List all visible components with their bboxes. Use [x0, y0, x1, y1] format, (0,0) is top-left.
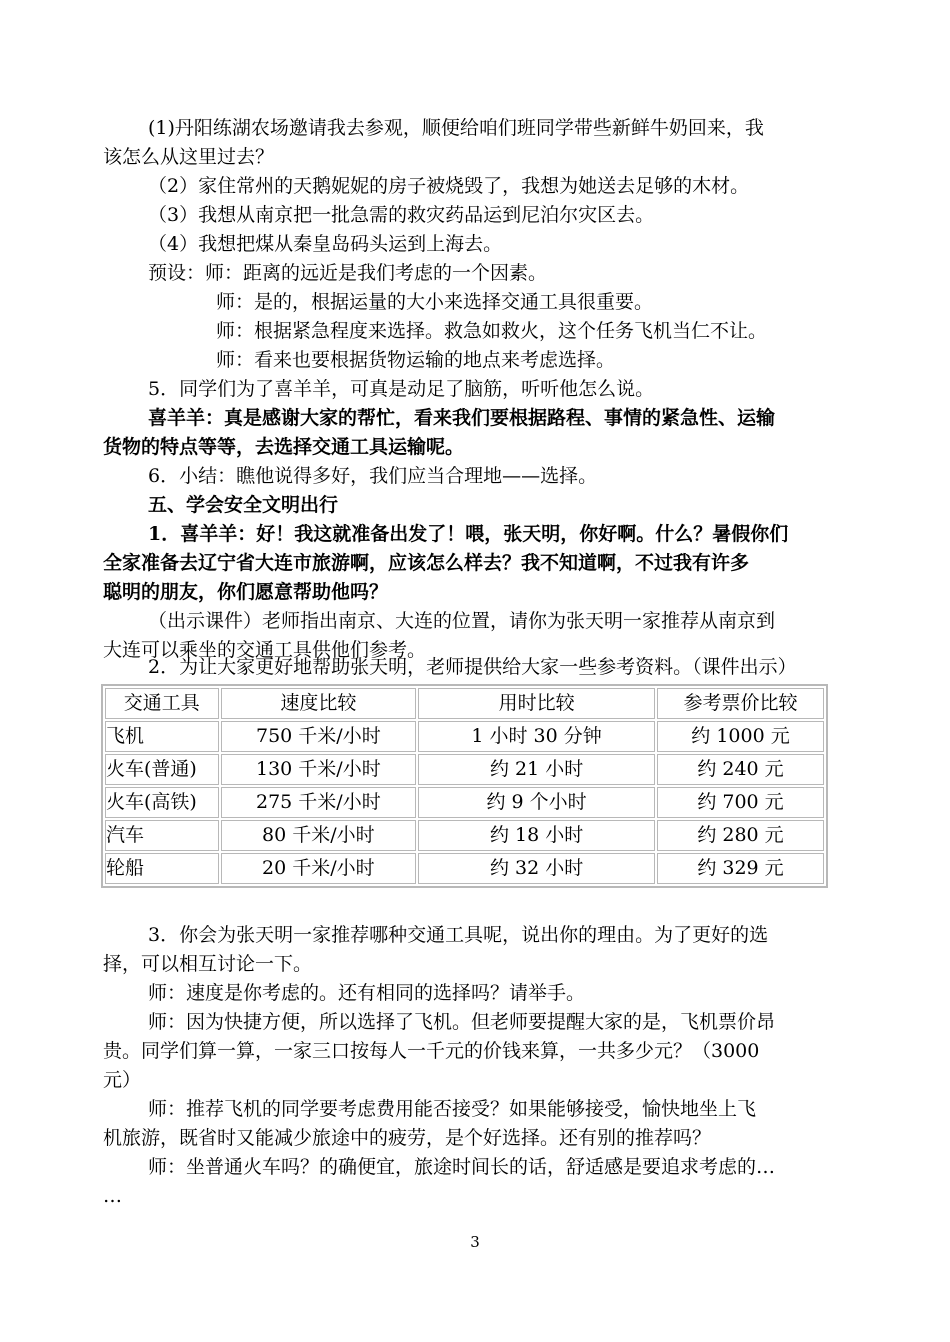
table-row: [105, 787, 824, 818]
table-header-cell: 速度比较: [221, 688, 417, 719]
paragraph-teacher-2: 师：根据紧急程度来选择。救急如救火，这个任务飞机当仁不让。: [216, 320, 768, 342]
table-row: [105, 721, 824, 752]
table-header-row: [105, 688, 824, 719]
paragraph-step3-line1: 3．你会为张天明一家推荐哪种交通工具呢，说出你的理由。为了更好的选: [148, 924, 769, 946]
table-cell-speed: 80 千米/小时: [221, 820, 417, 851]
paragraph-teacher-5-line3: 元）: [103, 1069, 142, 1091]
paragraph-teacher-5-line1: 师：因为快捷方便，所以选择了飞机。但老师要提醒大家的是，飞机票价昂: [148, 1011, 776, 1033]
table-cell-price: 约 1000 元: [657, 721, 824, 752]
paragraph-preset: 预设：师：距离的远近是我们考虑的一个因素。: [148, 262, 548, 284]
paragraph-teacher-7-line1: 师：坐普通火车吗？的确便宜，旅途时间长的话，舒适感是要追求考虑的…: [148, 1156, 776, 1178]
paragraph-courseware-line1: （出示课件）老师指出南京、大连的位置，请你为张天明一家推荐从南京到: [148, 610, 776, 632]
paragraph-q2: （2）家住常州的天鹅妮妮的房子被烧毁了，我想为她送去足够的木材。: [148, 175, 750, 197]
paragraph-step3-line2: 择，可以相互讨论一下。: [103, 953, 313, 975]
table-cell-price: 约 329 元: [657, 853, 824, 884]
paragraph-summary: 6．小结：瞧他说得多好，我们应当合理地——选择。: [148, 465, 598, 487]
paragraph-q3: （3）我想从南京把一批急需的救灾药品运到尼泊尔灾区去。: [148, 204, 655, 226]
paragraph-step1-line1: 1．喜羊羊：好！我这就准备出发了！喂，张天明，你好啊。什么？暑假你们: [148, 523, 789, 545]
table-cell-time: 约 21 小时: [418, 754, 655, 785]
table-header-cell: 参考票价比较: [657, 688, 824, 719]
paragraph-step1-line3: 聪明的朋友，你们愿意帮助他吗？: [103, 581, 389, 603]
paragraph-xiyangyang-line1: 喜羊羊：真是感谢大家的帮忙，看来我们要根据路程、事情的紧急性、运输: [148, 407, 776, 429]
table-cell-time: 约 32 小时: [418, 853, 655, 884]
paragraph-courseware-line2: 大连可以乘坐的交通工具供他们参考。: [103, 639, 427, 661]
table-cell-transport: 火车(普通): [105, 754, 219, 785]
table-row: [105, 853, 824, 884]
paragraph-teacher-6-line2: 机旅游，既省时又能减少旅途中的疲劳，是个好选择。还有别的推荐吗？: [103, 1127, 712, 1149]
paragraph-teacher-1: 师：是的，根据运量的大小来选择交通工具很重要。: [216, 291, 654, 313]
table-cell-time: 约 9 个小时: [418, 787, 655, 818]
table-cell-transport: 火车(高铁): [105, 787, 219, 818]
paragraph-teacher-3: 师：看来也要根据货物运输的地点来考虑选择。: [216, 349, 616, 371]
table-cell-price: 约 280 元: [657, 820, 824, 851]
paragraph-step5: 5．同学们为了喜羊羊，可真是动足了脑筋，听听他怎么说。: [148, 378, 655, 400]
table-cell-speed: 20 千米/小时: [221, 853, 417, 884]
paragraph-teacher-7-line2: …: [103, 1185, 122, 1207]
table-cell-speed: 750 千米/小时: [221, 721, 417, 752]
table-cell-price: 约 700 元: [657, 787, 824, 818]
paragraph-step2: 2．为让大家更好地帮助张天明，老师提供给大家一些参考资料。（课件出示）: [148, 656, 797, 678]
table-cell-speed: 275 千米/小时: [221, 787, 417, 818]
table-cell-time: 约 18 小时: [418, 820, 655, 851]
paragraph-teacher-4: 师：速度是你考虑的。还有相同的选择吗？请举手。: [148, 982, 586, 1004]
page-number: 3: [470, 1233, 480, 1251]
paragraph-step1-line2: 全家准备去辽宁省大连市旅游啊，应该怎么样去？我不知道啊，不过我有许多: [103, 552, 750, 574]
paragraph-teacher-5-line2: 贵。同学们算一算，一家三口按每人一千元的价钱来算，一共多少元？（3000: [103, 1040, 760, 1062]
paragraph-q1-line1: (1)丹阳练湖农场邀请我去参观，顺便给咱们班同学带些新鲜牛奶回来，我: [148, 117, 764, 139]
section-heading: 五、学会安全文明出行: [148, 494, 339, 516]
paragraph-teacher-6-line1: 师：推荐飞机的同学要考虑费用能否接受？如果能够接受，愉快地坐上飞: [148, 1098, 757, 1120]
table-cell-time: 1 小时 30 分钟: [418, 721, 655, 752]
paragraph-q1-line2: 该怎么从这里过去？: [103, 146, 275, 168]
transport-comparison-table: [101, 684, 828, 888]
table-header-cell: 交通工具: [105, 688, 219, 719]
table-header-cell: 用时比较: [418, 688, 655, 719]
paragraph-xiyangyang-line2: 货物的特点等等，去选择交通工具运输呢。: [103, 436, 465, 458]
table-cell-transport: 汽车: [105, 820, 219, 851]
table-cell-transport: 飞机: [105, 721, 219, 752]
table-row: [105, 754, 824, 785]
table-cell-speed: 130 千米/小时: [221, 754, 417, 785]
table-cell-price: 约 240 元: [657, 754, 824, 785]
table-cell-transport: 轮船: [105, 853, 219, 884]
paragraph-q4: （4）我想把煤从秦皇岛码头运到上海去。: [148, 233, 503, 255]
table-row: [105, 820, 824, 851]
